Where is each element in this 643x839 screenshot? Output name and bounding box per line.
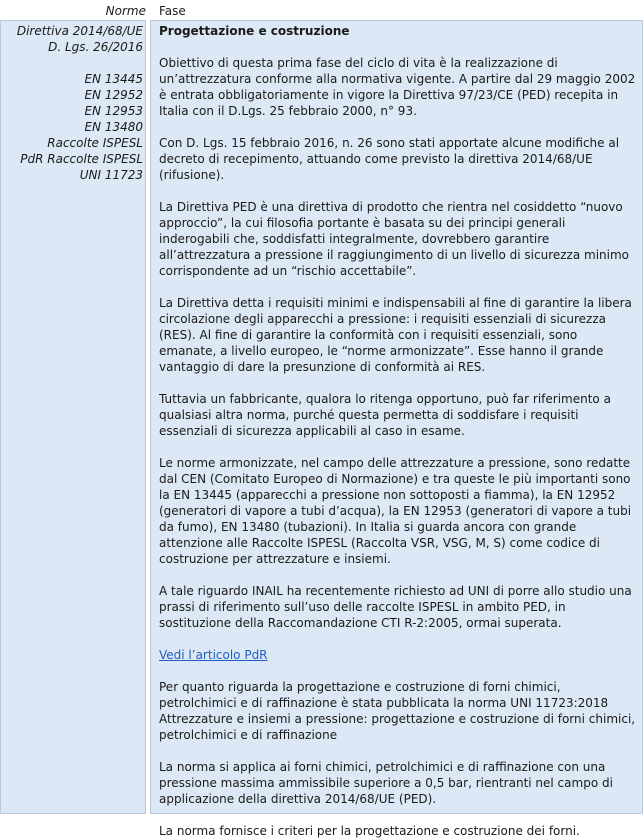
paragraph: Le norme armonizzate, nel campo delle attrezzature a pressione, sono redatte dal CEN (Comitato Europeo di Normazione) e tra queste le più importanti sono la EN 13445 (apparecchi a pressione non sottoposti a fiamma), la EN 12952 (generatori di vapore a tubi d’acqua), la EN 12953 (generatori di vapore a tubi da fumo), EN 13480 (tubazioni). In Italia si guarda ancora con grande attenzione alle Raccolte ISPESL (Raccolta VSR, VSG, M, S) come codice di costruzione per attrezzature e insiemi. bbox=[159, 456, 632, 566]
norme-group-directives bbox=[1, 23, 145, 55]
norm-item: EN 12952 bbox=[84, 88, 143, 102]
table-header bbox=[0, 0, 643, 20]
paragraph: Tuttavia un fabbricante, qualora lo ritenga opportuno, può far riferimento a qualsiasi altra norma, purché questa permetta di soddisfare i requisiti essenziali di sicurezza applicabili al caso in esame. bbox=[159, 392, 611, 438]
norme-column bbox=[0, 20, 146, 814]
paragraph: La norma fornisce i criteri per la progettazione e costruzione dei forni. bbox=[159, 824, 580, 838]
norm-item: UNI 11723 bbox=[79, 168, 143, 182]
paragraph: La norma si applica ai forni chimici, petrolchimici e di raffinazione con una pressione massima ammissibile superiore a 0,5 bar, rientranti nel campo di applicazione della direttiva 2014/68/UE (PED). bbox=[159, 760, 613, 806]
header-fase: Fase bbox=[159, 4, 186, 18]
paragraph: Per quanto riguarda la progettazione e costruzione di forni chimici, petrolchimici e di raffinazione è stata pubblicata la norma UNI 11723:2018 bbox=[159, 680, 609, 710]
paragraph: Con D. Lgs. 15 febbraio 2016, n. 26 sono stati apportate alcune modifiche al decreto di recepimento, attuando come previsto la direttiva 2014/68/UE (rifusione). bbox=[159, 136, 620, 182]
section-title: Progettazione e costruzione bbox=[159, 24, 350, 38]
paragraph: A tale riguardo INAIL ha recentemente richiesto ad UNI di porre allo studio una prassi di riferimento sull’uso delle raccolte ISPESL in ambito PED, in sostituzione della Raccomandazione CTI R-2:2005, ormai superata. bbox=[159, 584, 632, 630]
norm-item: PdR Raccolte ISPESL bbox=[20, 152, 143, 166]
norm-item: Direttiva 2014/68/UE bbox=[16, 24, 143, 38]
article-pdr-link[interactable]: Vedi l’articolo PdR bbox=[159, 648, 268, 662]
norm-item: EN 12953 bbox=[84, 104, 143, 118]
paragraph: Obiettivo di questa prima fase del ciclo di vita è la realizzazione di un’attrezzatura conforme alla normativa vigente. A partire dal 29 maggio 2002 è entrata obbligatoriamente in vigore la Direttiva 97/23/CE (PED) recepita in Italia con il D.Lgs. 25 febbraio 2000, n° 93. bbox=[159, 56, 636, 118]
norm-item: Raccolte ISPESL bbox=[47, 136, 143, 150]
paragraph: La Direttiva detta i requisiti minimi e indispensabili al fine di garantire la libera circolazione degli apparecchi a pressione: i requisiti essenziali di sicurezza (RES). Al fine di garantire la conformità con i requisiti essenziali, sono emanate, a livello europeo, le “norme armonizzate”. Esse hanno il grande vantaggio di dare la presunzione di conformità ai RES. bbox=[159, 296, 632, 374]
paragraph: Attrezzature e insiemi a pressione: progettazione e costruzione di forni chimici, petrolchimici e di raffinazione bbox=[159, 712, 636, 742]
norm-item: EN 13445 bbox=[84, 72, 143, 86]
norm-item: EN 13480 bbox=[84, 120, 143, 134]
paragraph: La Direttiva PED è una direttiva di prodotto che rientra nel cosiddetto “nuovo approccio”, la cui filosofia portante è basata su dei principi generali inderogabili che, soddisfatti integralmente, dovrebbero garantire all’attrezzatura a pressione il raggiungimento di un livello di sicurezza minimo corrispondente ad un “rischio accettabile”. bbox=[159, 200, 630, 278]
norm-item: D. Lgs. 26/2016 bbox=[48, 40, 143, 54]
header-norme: Norme bbox=[105, 4, 146, 18]
fase-column bbox=[150, 20, 643, 838]
norme-group-standards bbox=[1, 71, 145, 183]
fase-content bbox=[151, 21, 642, 839]
